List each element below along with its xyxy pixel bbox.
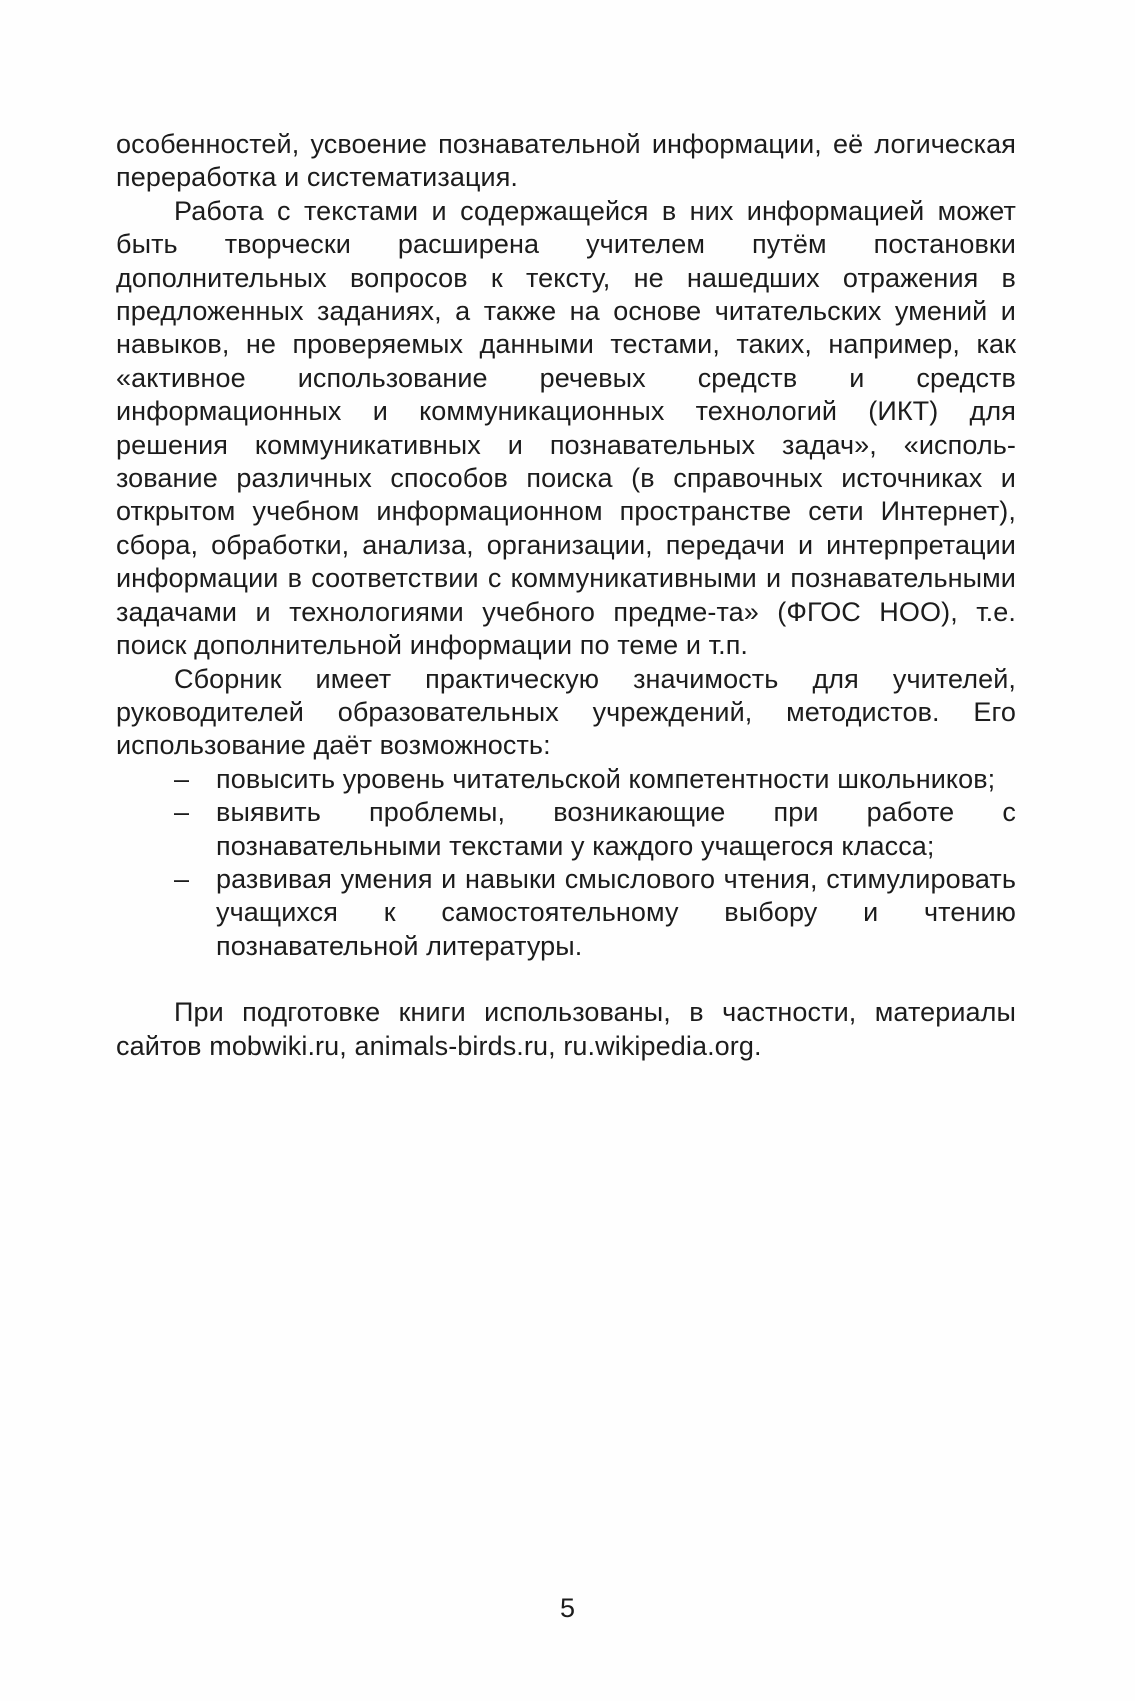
paragraph-sources: При подготовке книги использованы, в частности, материалы сайтов mobwiki.ru, animals-birds.ru, ru.wikipedia.org. [116,997,1016,1061]
list-item-text: повысить уровень читательской компетентности школьников; [216,763,996,794]
paragraph-text-work: Работа с текстами и содержащейся в них информацией может быть творчески расширена учителем путём постановки дополнительных вопросов к тексту, не нашедших отражения в предложенных заданиях, а также на основе читательских умений и навыков, не проверяемых данными тестами, таких, например, как «активное использование речевых средств и средств информационных и коммуникационных технологий (ИКТ) для решения коммуникативных и познавательных задач», «исполь-зование различных способов поиска (в справочных источниках и открытом учебном информационном пространстве сети Интернет), сбора, обработки, анализа, организации, передачи и интерпретации информации в соответствии с коммуникативными и познавательными задачами и технологиями учебного предме-та» (ФГОС НОО), т.е. поиск дополнительной информации по теме и т.п. [116,195,1016,661]
list-item [174,796,1016,863]
paragraph-continuation: особенностей, усвоение познавательной информации, её логическая переработка и систематизация. [116,129,1016,193]
paragraph-collection-value: Сборник имеет практическую значимость для учителей, руководителей образовательных учреждений, методистов. Его использование даёт возможность: [116,663,1016,761]
list-item-text: развивая умения и навыки смыслового чтения, стимулировать учащихся к самостоятельному выбору и чтению познавательной литературы. [216,863,1016,961]
page-number: 5 [559,1593,576,1623]
benefits-list [116,763,1016,963]
list-item [174,863,1016,963]
list-item [174,763,1016,796]
dash-marker: – [174,863,190,894]
blank-line [116,963,1016,996]
dash-marker: – [174,797,190,828]
dash-marker: – [174,763,190,794]
list-item-text: выявить проблемы, возникающие при работе с познавательными текстами у каждого учащегося класса; [216,797,1016,861]
body-text [116,128,1016,1063]
